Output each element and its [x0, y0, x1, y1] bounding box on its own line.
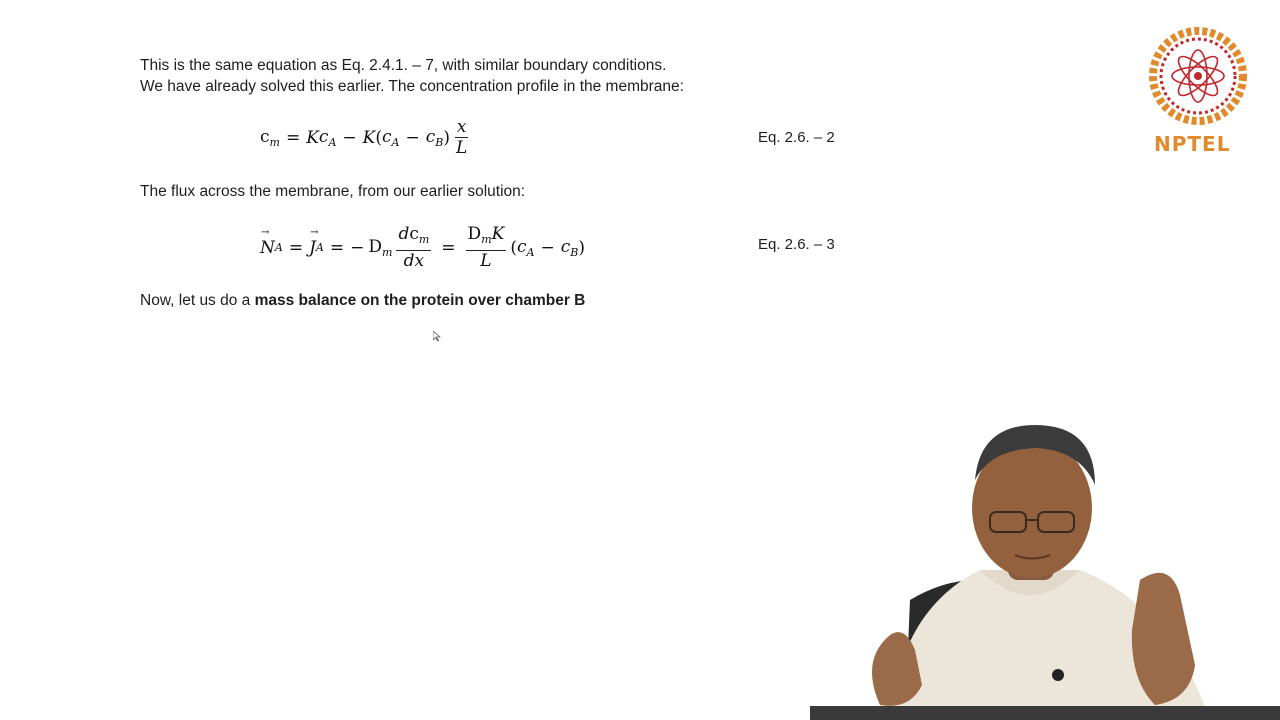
paragraph-line-2: We have already solved this earlier. The concentration profile in the membrane: — [140, 78, 684, 95]
equation-number-2: Eq. 2.6. – 3 — [758, 236, 835, 253]
paragraph-line-1: This is the same equation as Eq. 2.4.1. – 7, with similar boundary conditions. — [140, 57, 667, 74]
paragraph-mass-balance-prefix: Now, let us do a — [140, 292, 255, 309]
nptel-logo-text: NPTEL — [1154, 132, 1231, 156]
paragraph-mass-balance-bold: mass balance on the protein over chamber B — [254, 292, 586, 309]
equation-concentration-profile: $c_m$ = K $c_A$ − K ( $c_A$ − $c_B$ ) $\frac{x}{L}$ — [260, 117, 468, 158]
paragraph-mass-balance — [140, 290, 585, 311]
mouse-cursor-icon — [433, 331, 441, 341]
presenter-video — [810, 420, 1280, 720]
equation-flux: → N A = → J A = − $D_m$ $\frac{dc_m}{dx}$ = $\frac{D_mK}{L}$ ( $c_A$ − $c_B$ ) — [260, 225, 585, 270]
paragraph-flux: The flux across the membrane, from our earlier solution: — [140, 183, 526, 200]
equation-number-1: Eq. 2.6. – 2 — [758, 129, 835, 146]
